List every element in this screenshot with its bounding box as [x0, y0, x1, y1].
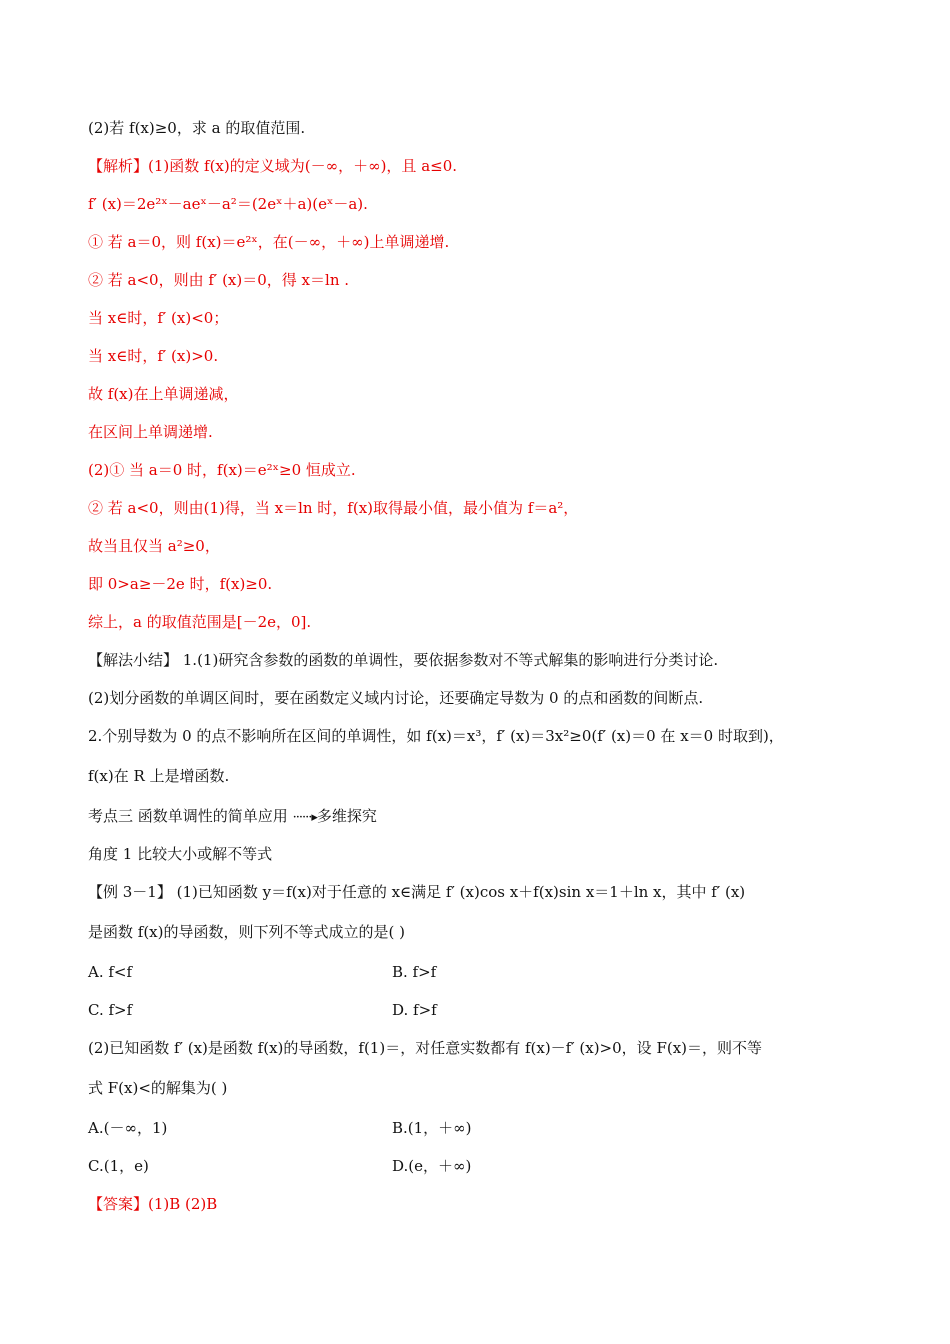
solution-interval-neg: 当 x∈时，f′ (x)<0；: [88, 309, 229, 327]
method-summary-3: 2.个别导数为 0 的点不影响所在区间的单调性，如 f(x)＝x³，f′ (x)＝3x²≥0(f′ (x)＝0 在 x＝0 时取到)，: [88, 727, 784, 745]
solution-case-2: ② 若 a<0，则由 f′ (x)＝0，得 x＝ln .: [88, 271, 350, 289]
topic-heading: [88, 806, 910, 828]
solution-increasing: 在区间上单调递增.: [88, 423, 213, 441]
solution-interval-pos: 当 x∈时，f′ (x)>0.: [88, 347, 219, 365]
solution-decreasing: 故 f(x)在上单调递减，: [88, 385, 239, 403]
q1-options-row1: [88, 962, 910, 982]
method-summary-2: (2)划分函数的单调区间时，要在函数定义域内讨论，还要确定导数为 0 的点和函数的间断点.: [88, 689, 704, 707]
topic-tag: 多维探究: [316, 807, 377, 825]
solution-part2-case2: ② 若 a<0，则由(1)得，当 x＝ln 时，f(x)取得最小值，最小值为 f＝a²，: [88, 499, 579, 517]
example-q2-line1: (2)已知函数 f′ (x)是函数 f(x)的导函数，f(1)＝，对任意实数都有 f(x)－f′ (x)>0，设 F(x)＝，则不等: [88, 1039, 763, 1057]
method-summary-4: f(x)在 R 上是增函数.: [88, 767, 230, 785]
q1-options-row2: [88, 1000, 910, 1020]
solution-condition: 故当且仅当 a²≥0，: [88, 537, 220, 555]
q2-option-c: C.(1，e): [88, 1157, 149, 1175]
solution-conclusion: 综上，a 的取值范围是[－2e，0].: [88, 613, 312, 631]
q2-option-a: A.(－∞，1): [88, 1119, 168, 1137]
solution-heading: 【解析】(1)函数 f(x)的定义域为(－∞，＋∞)，且 a≤0.: [88, 157, 458, 175]
example-q2-line2: 式 F(x)<的解集为( ): [88, 1079, 228, 1097]
q2-options-row1: [88, 1118, 910, 1138]
q2-option-b: B.(1，＋∞): [392, 1119, 472, 1137]
method-summary-1: 【解法小结】 1.(1)研究含参数的函数的单调性，要依据参数对不等式解集的影响进行分类讨论.: [88, 651, 719, 669]
q1-option-c: C. f>f: [88, 1001, 133, 1019]
q2-options-row2: [88, 1156, 910, 1176]
solution-derivative: f′ (x)＝2e²ˣ－aeˣ－a²＝(2eˣ＋a)(eˣ－a).: [88, 195, 368, 213]
example-q1-line1: 【例 3－1】 (1)已知函数 y＝f(x)对于任意的 x∈满足 f′ (x)cos x＋f(x)sin x＝1＋ln x，其中 f′ (x): [88, 883, 746, 901]
solution-range: 即 0>a≥－2e 时，f(x)≥0.: [88, 575, 273, 593]
arrow-right-icon: ······▸: [292, 810, 317, 825]
q1-option-a: A. f<f: [88, 963, 133, 981]
q2-option-d: D.(e，＋∞): [392, 1157, 472, 1175]
solution-case-1: ① 若 a＝0，则 f(x)＝e²ˣ，在(－∞，＋∞)上单调递增.: [88, 233, 450, 251]
q1-option-d: D. f>f: [392, 1001, 437, 1019]
question-part-2: (2)若 f(x)≥0，求 a 的取值范围.: [88, 119, 306, 137]
solution-part2-case1: (2)① 当 a＝0 时，f(x)＝e²ˣ≥0 恒成立.: [88, 461, 356, 479]
example-q1-line2: 是函数 f(x)的导函数，则下列不等式成立的是( ): [88, 923, 405, 941]
q1-option-b: B. f>f: [392, 963, 437, 981]
angle-heading: 角度 1 比较大小或解不等式: [88, 845, 273, 863]
answer-line: 【答案】(1)B (2)B: [88, 1195, 218, 1213]
topic-title: 考点三 函数单调性的简单应用: [88, 807, 288, 825]
